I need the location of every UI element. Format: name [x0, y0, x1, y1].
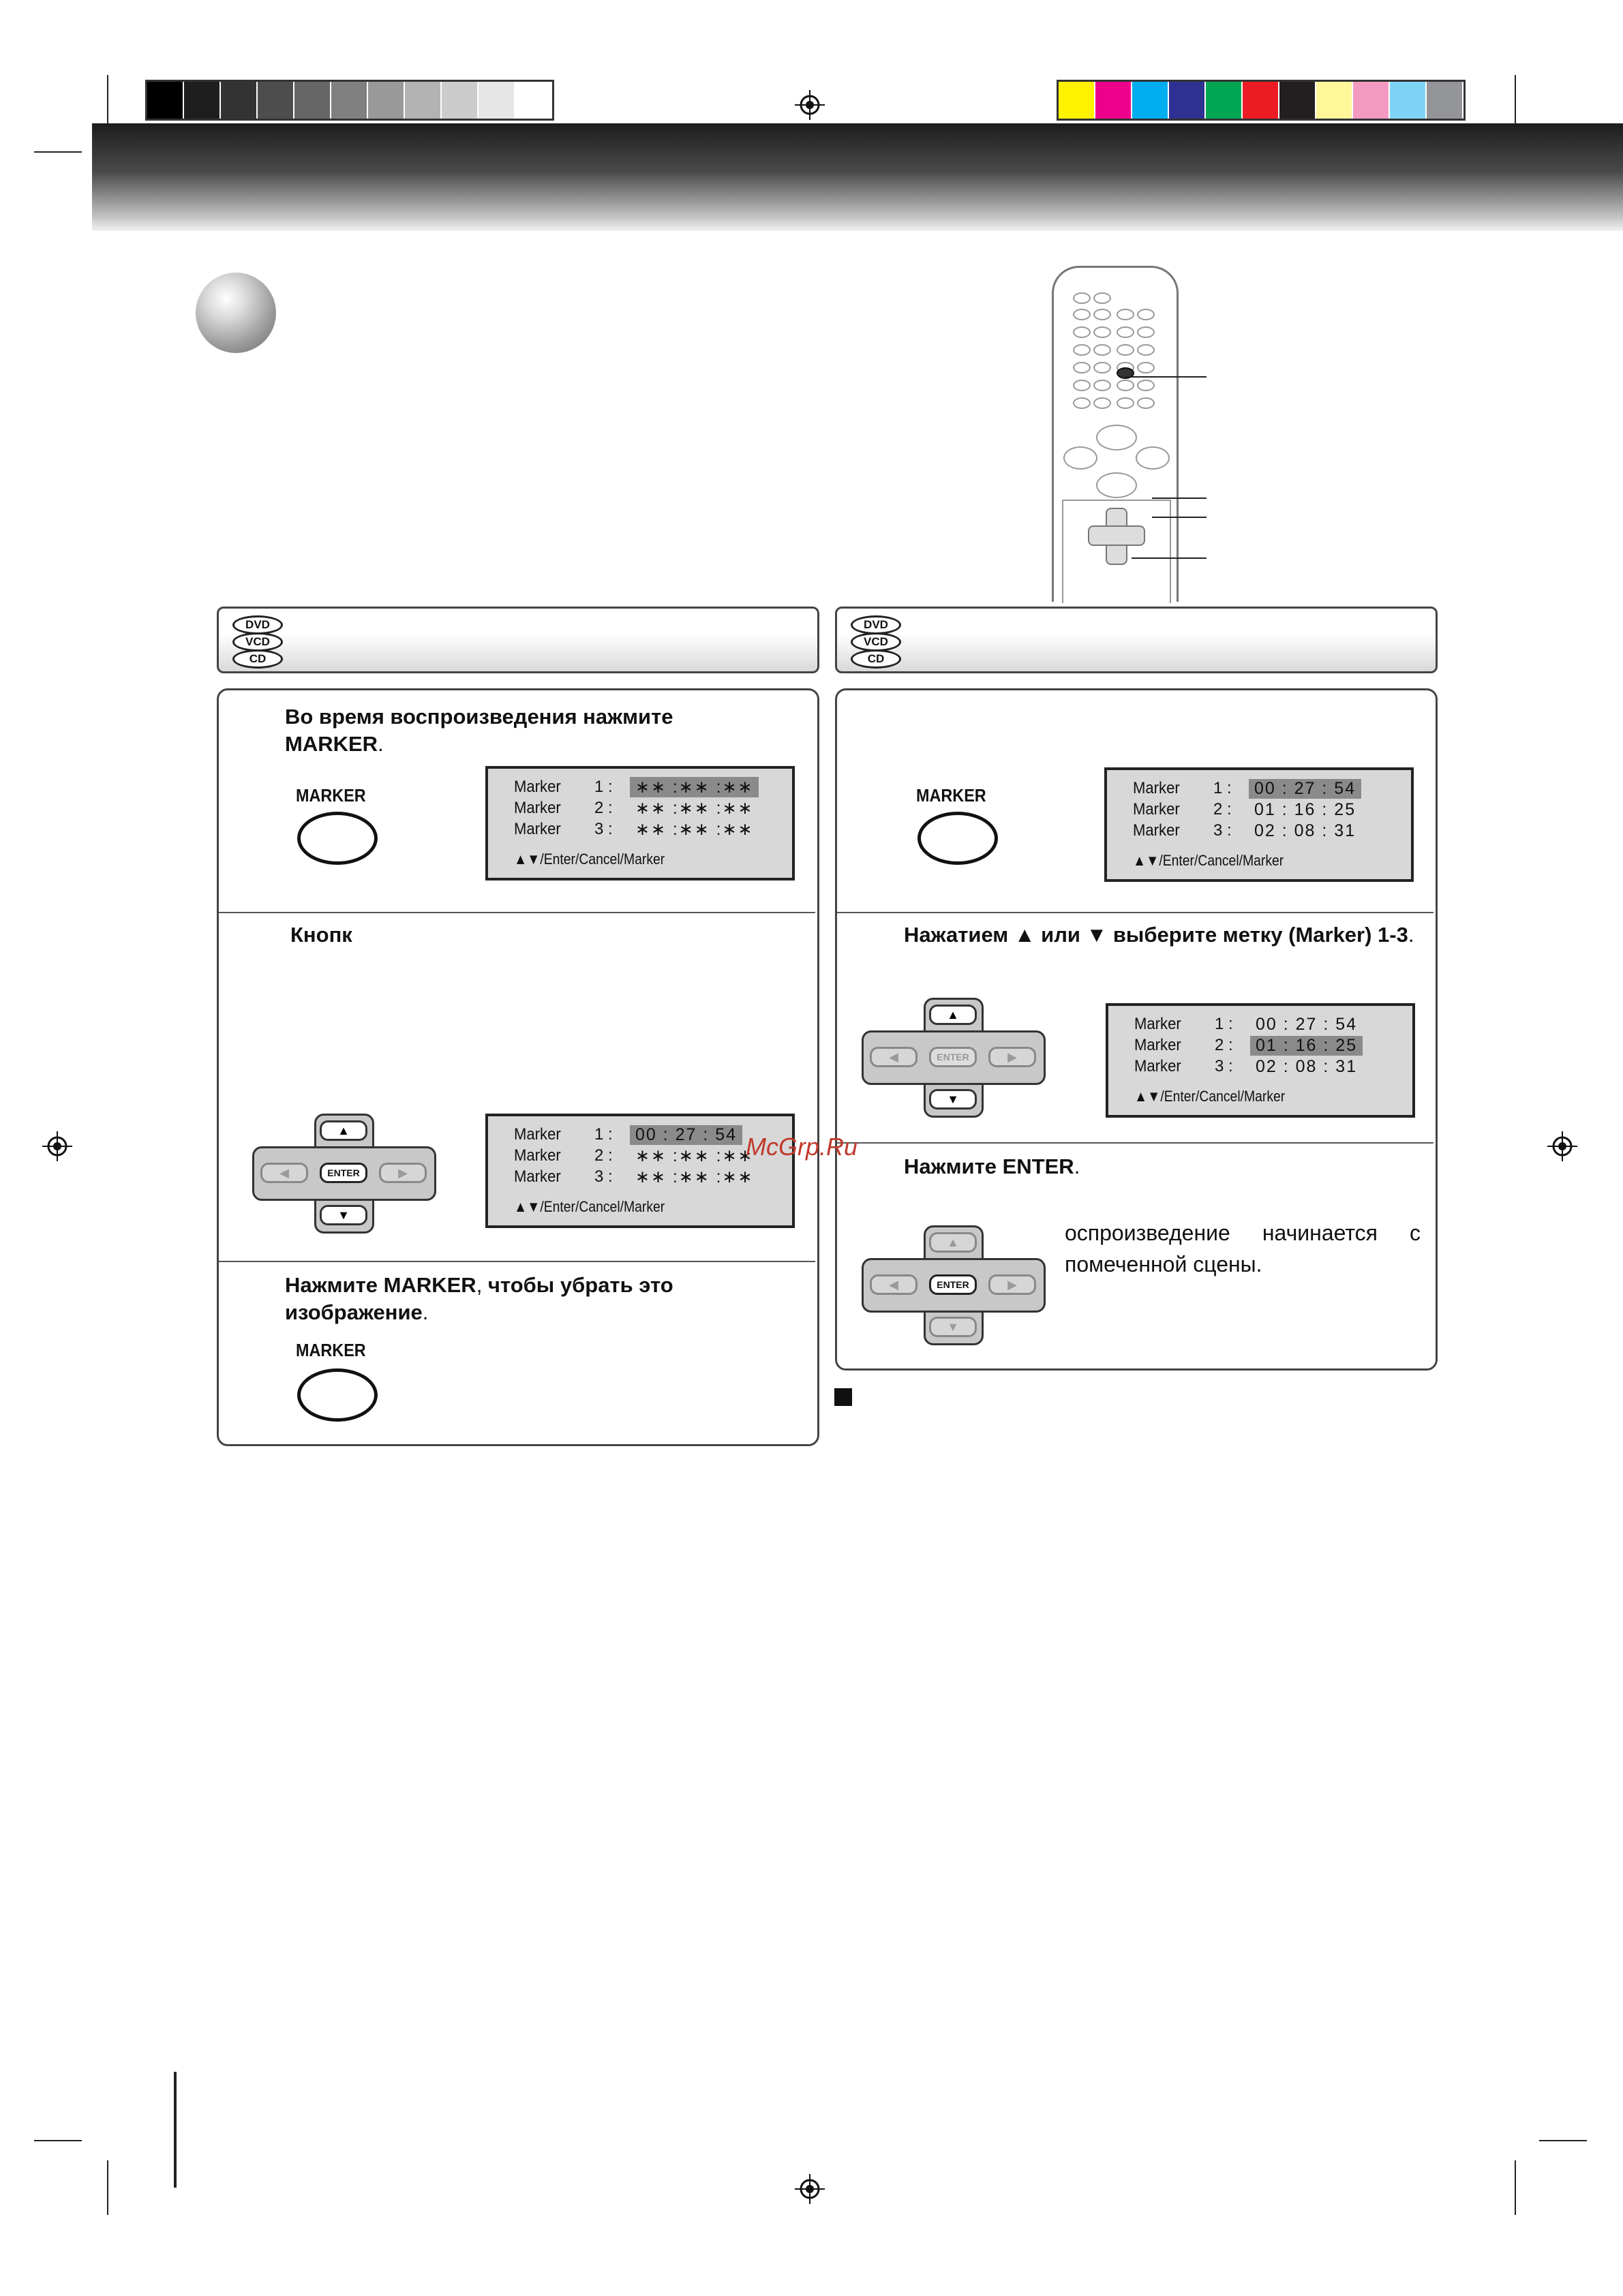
- calibration-swatch: [331, 82, 368, 119]
- osd-row-number: 3 :: [1215, 1057, 1233, 1075]
- remote-button: [1093, 344, 1111, 356]
- osd-row-time: ∗∗ :∗∗ :∗∗: [630, 777, 759, 797]
- remote-button: [1073, 397, 1091, 409]
- step-divider: [219, 912, 815, 913]
- color-calibration-bar: [1057, 80, 1466, 121]
- osd-row-time: 01 : 16 : 25: [1250, 1036, 1363, 1056]
- calibration-swatch: [1206, 82, 1243, 119]
- osd-row-label: Marker: [514, 820, 561, 838]
- step-divider: [219, 1261, 815, 1262]
- osd-nav-hint: ▲▼/Enter/Cancel/Marker: [1134, 1088, 1286, 1105]
- remote-button: [1093, 380, 1111, 391]
- osd-marker-screen: [1104, 767, 1414, 882]
- disc-compat-bar-left: [217, 607, 819, 673]
- osd-row: [514, 1124, 742, 1145]
- remote-button: [1117, 309, 1134, 320]
- playback-note: оспроизведение начинается с помеченной сцены.: [1065, 1221, 1421, 1276]
- calibration-swatch: [1279, 82, 1316, 119]
- disc-compat-bar-right: [835, 607, 1438, 673]
- marker-button[interactable]: [917, 812, 998, 865]
- callout-line: [1152, 517, 1207, 518]
- remote-button: [1073, 326, 1091, 338]
- osd-nav-hint: ▲▼/Enter/Cancel/Marker: [514, 851, 665, 868]
- osd-row-time: 01 : 16 : 25: [1254, 799, 1356, 819]
- up-arrow-button[interactable]: ▲: [320, 1120, 367, 1141]
- up-arrow-button[interactable]: ▲: [929, 1005, 977, 1025]
- osd-marker-screen: [485, 1114, 795, 1228]
- osd-row-number: 1 :: [594, 778, 613, 796]
- left-arrow-button[interactable]: ◀: [870, 1047, 917, 1067]
- remote-oval-button: [1096, 472, 1137, 498]
- osd-row-number: 1 :: [1215, 1015, 1233, 1033]
- right-step3-instruction: Нажмите ENTER.: [904, 1154, 1080, 1178]
- remote-button: [1073, 362, 1091, 373]
- remote-button: [1093, 326, 1111, 338]
- calibration-swatch: [1095, 82, 1132, 119]
- osd-row-time: 00 : 27 : 54: [630, 1125, 742, 1145]
- crop-mark: [107, 75, 108, 129]
- osd-row-number: 3 :: [594, 1167, 613, 1186]
- osd-row-number: 1 :: [1213, 779, 1232, 797]
- osd-row-time: 00 : 27 : 54: [1249, 779, 1361, 799]
- registration-mark-icon: [1547, 1131, 1577, 1161]
- right-step2-instruction: Нажатием ▲ или ▼ выберите метку (Marker) 1-3.: [904, 923, 1414, 947]
- calibration-swatch: [258, 82, 294, 119]
- osd-row-number: 2 :: [1215, 1036, 1233, 1054]
- remote-button: [1117, 344, 1134, 356]
- osd-row: [514, 1167, 759, 1187]
- crop-mark: [34, 151, 82, 153]
- osd-row-time: 02 : 08 : 31: [1256, 1056, 1358, 1076]
- osd-nav-hint: ▲▼/Enter/Cancel/Marker: [1133, 852, 1284, 869]
- dpad-illustration: [252, 1114, 432, 1229]
- remote-button: [1137, 309, 1155, 320]
- remote-button: [1093, 292, 1111, 304]
- calibration-swatch: [1059, 82, 1095, 119]
- calibration-swatch: [221, 82, 258, 119]
- registration-mark-icon: [42, 1131, 72, 1161]
- crop-mark: [1515, 2160, 1516, 2215]
- crop-mark: [34, 2140, 82, 2141]
- osd-marker-screen: [1106, 1003, 1415, 1118]
- osd-row: [1133, 821, 1361, 841]
- remote-button: [1117, 380, 1134, 391]
- vcd-badge: VCD: [851, 632, 901, 652]
- calibration-swatch: [184, 82, 221, 119]
- enter-button[interactable]: ENTER: [929, 1274, 977, 1295]
- remote-button: [1073, 309, 1091, 320]
- osd-row-number: 3 :: [1213, 821, 1232, 840]
- osd-row: [1134, 1056, 1363, 1077]
- crop-mark: [107, 2160, 108, 2215]
- calibration-swatch: [147, 82, 184, 119]
- page-edge-rule: [174, 2072, 177, 2188]
- left-step1-instruction: Во время воспроизведения нажмите MARKER.: [285, 705, 673, 756]
- osd-row-label: Marker: [514, 1125, 561, 1144]
- marker-button[interactable]: [297, 1368, 378, 1422]
- step-divider: [837, 1142, 1434, 1144]
- left-arrow-button[interactable]: ◀: [260, 1163, 308, 1183]
- calibration-swatch: [479, 82, 515, 119]
- dpad-illustration: [862, 1225, 1042, 1341]
- remote-button: [1137, 380, 1155, 391]
- enter-button[interactable]: ENTER: [320, 1163, 367, 1183]
- registration-mark-icon: [795, 90, 825, 120]
- up-arrow-button[interactable]: ▲: [929, 1232, 977, 1253]
- remote-button: [1117, 397, 1134, 409]
- calibration-swatch: [1353, 82, 1390, 119]
- down-arrow-button[interactable]: ▼: [929, 1317, 977, 1337]
- marker-button-label: MARKER: [296, 785, 366, 806]
- calibration-swatch: [294, 82, 331, 119]
- watermark: McGrp.Ru: [746, 1133, 858, 1161]
- down-arrow-button[interactable]: ▼: [929, 1089, 977, 1109]
- grayscale-calibration-bar: [145, 80, 554, 121]
- remote-button: [1093, 397, 1111, 409]
- remote-button: [1073, 292, 1091, 304]
- osd-row: [514, 777, 759, 797]
- osd-row-label: Marker: [514, 1167, 561, 1186]
- osd-row-label: Marker: [1134, 1036, 1181, 1054]
- osd-row-label: Marker: [514, 778, 561, 796]
- remote-button: [1137, 397, 1155, 409]
- osd-row: [514, 1146, 759, 1166]
- osd-row-label: Marker: [1134, 1057, 1181, 1075]
- remote-oval-button: [1096, 425, 1137, 450]
- cd-badge: CD: [851, 649, 901, 669]
- marker-button[interactable]: [297, 812, 378, 865]
- cd-badge: CD: [232, 649, 283, 669]
- left-step2-instruction: Кнопк: [290, 923, 352, 947]
- osd-marker-screen: [485, 766, 795, 881]
- step-divider: [837, 912, 1434, 913]
- osd-row-label: Marker: [514, 1146, 561, 1165]
- calibration-swatch: [1169, 82, 1206, 119]
- calibration-swatch: [1316, 82, 1353, 119]
- osd-row-label: Marker: [1133, 779, 1180, 797]
- right-arrow-button[interactable]: ▶: [988, 1274, 1036, 1295]
- osd-row-time: 00 : 27 : 54: [1256, 1014, 1358, 1034]
- callout-line: [1132, 557, 1207, 559]
- osd-row: [1134, 1014, 1363, 1035]
- osd-row-label: Marker: [514, 799, 561, 817]
- section-ball-icon: [196, 273, 276, 353]
- remote-button: [1073, 380, 1091, 391]
- left-arrow-button[interactable]: ◀: [870, 1274, 917, 1295]
- calibration-swatch: [442, 82, 479, 119]
- crop-mark: [1539, 2140, 1587, 2141]
- marker-button-label: MARKER: [916, 785, 986, 806]
- remote-button: [1117, 326, 1134, 338]
- dvd-badge: DVD: [851, 615, 901, 634]
- osd-row-time: ∗∗ :∗∗ :∗∗: [635, 799, 754, 818]
- calibration-swatch: [405, 82, 442, 119]
- remote-oval-button: [1063, 446, 1097, 470]
- osd-nav-hint: ▲▼/Enter/Cancel/Marker: [514, 1198, 665, 1215]
- calibration-swatch: [368, 82, 405, 119]
- callout-line-marker: [1125, 376, 1207, 378]
- dpad-illustration: [862, 998, 1042, 1114]
- osd-row: [514, 819, 759, 840]
- osd-row-time: ∗∗ :∗∗ :∗∗: [635, 820, 754, 839]
- left-step3-instruction: Нажмите MARKER, чтобы убрать это изображение.: [285, 1273, 673, 1324]
- callout-line: [1152, 498, 1207, 499]
- calibration-swatch: [515, 82, 552, 119]
- osd-row-label: Marker: [1133, 821, 1180, 840]
- osd-row: [1134, 1035, 1363, 1056]
- enter-button[interactable]: ENTER: [929, 1047, 977, 1067]
- right-arrow-button[interactable]: ▶: [379, 1163, 427, 1183]
- calibration-swatch: [1427, 82, 1463, 119]
- remote-oval-button: [1136, 446, 1170, 470]
- remote-button: [1093, 362, 1111, 373]
- osd-row-number: 1 :: [594, 1125, 613, 1144]
- remote-button: [1093, 309, 1111, 320]
- osd-row-number: 3 :: [594, 820, 613, 838]
- remote-button: [1137, 344, 1155, 356]
- calibration-swatch: [1132, 82, 1169, 119]
- calibration-swatch: [1243, 82, 1279, 119]
- header-band: [92, 123, 1623, 231]
- registration-mark-icon: [795, 2174, 825, 2204]
- osd-row-number: 2 :: [1213, 800, 1232, 818]
- crop-mark: [1515, 75, 1516, 129]
- remote-control-illustration: [1052, 266, 1179, 602]
- osd-row: [1133, 778, 1361, 799]
- right-arrow-button[interactable]: ▶: [988, 1047, 1036, 1067]
- osd-row-number: 2 :: [594, 799, 613, 817]
- dvd-badge: DVD: [232, 615, 283, 634]
- calibration-swatch: [1390, 82, 1427, 119]
- remote-button: [1073, 344, 1091, 356]
- down-arrow-button[interactable]: ▼: [320, 1205, 367, 1225]
- remote-button: [1137, 362, 1155, 373]
- vcd-badge: VCD: [232, 632, 283, 652]
- osd-row-label: Marker: [1133, 800, 1180, 818]
- osd-row-time: 02 : 08 : 31: [1254, 821, 1356, 840]
- osd-row-time: ∗∗ :∗∗ :∗∗: [635, 1167, 754, 1187]
- osd-row-number: 2 :: [594, 1146, 613, 1165]
- osd-row-time: ∗∗ :∗∗ :∗∗: [635, 1146, 754, 1165]
- remote-button: [1137, 326, 1155, 338]
- marker-button-label: MARKER: [296, 1340, 366, 1360]
- osd-row: [514, 798, 759, 818]
- osd-row: [1133, 799, 1361, 820]
- remote-dpad-horizontal: [1088, 525, 1145, 546]
- note-square-icon: [834, 1388, 852, 1406]
- osd-row-label: Marker: [1134, 1015, 1181, 1033]
